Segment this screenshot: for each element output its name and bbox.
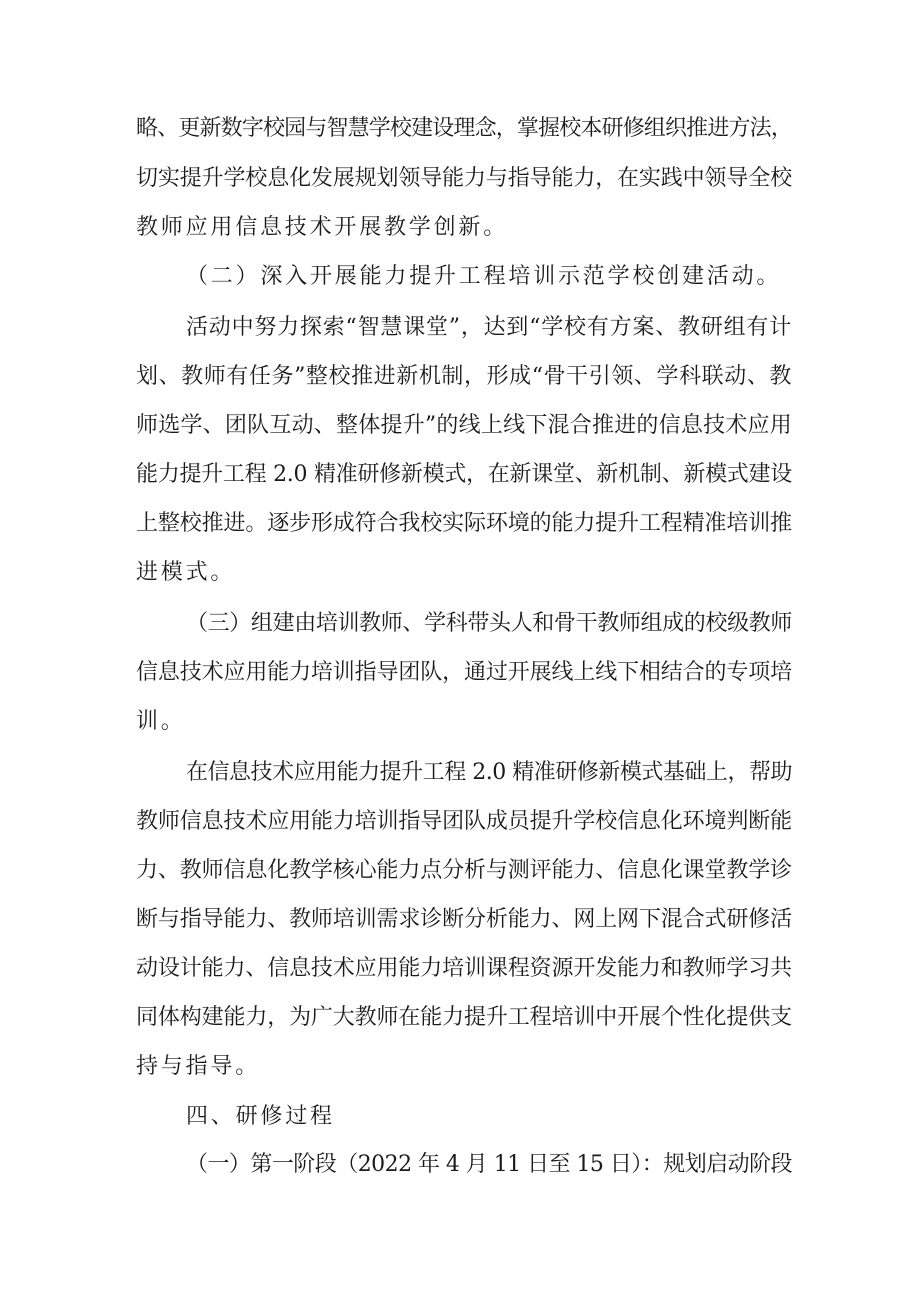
text-line-18 — [0, 946, 920, 992]
text-line-7 — [0, 403, 920, 449]
text-line-9 — [0, 501, 920, 547]
line-text: 力、教师信息化教学核心能力点分析与测评能力、信息化课堂教学诊 — [136, 858, 792, 883]
line-text: 略、更新数字校园与智慧学校建设理念，掌握校本研修组织推进方法， — [136, 116, 792, 141]
section-heading-four — [0, 1094, 920, 1140]
line-text: （一）第一阶段（2022 年 4 月 11 日至 15 日）：规划启动阶段 — [186, 1152, 792, 1177]
line-text: （三）组建由培训教师、学科带头人和骨干教师组成的校级教师 — [186, 611, 792, 636]
line-text: 教师应用信息技术开展教学创新。 — [136, 215, 509, 240]
text-line-16 — [0, 848, 920, 894]
text-line-15 — [0, 799, 920, 845]
text-line-17 — [0, 897, 920, 943]
line-text: 在信息技术应用能力提升工程 2.0 精准研修新模式基础上，帮助 — [186, 760, 792, 785]
line-text: 能力提升工程 2.0 精准研修新模式，在新课堂、新机制、新模式建设 — [136, 462, 792, 487]
text-line-6 — [0, 354, 920, 400]
line-text: 动设计能力、信息技术应用能力培训课程资源开发能力和教师学习共 — [136, 956, 792, 981]
text-line-12 — [0, 650, 920, 696]
line-text: 持与指导。 — [136, 1054, 261, 1079]
text-line-5 — [0, 305, 920, 351]
text-line-14 — [0, 750, 920, 796]
line-text: 训。 — [136, 709, 186, 734]
line-text: （二）深入开展能力提升工程培训示范学校创建活动。 — [186, 264, 782, 289]
line-text: 断与指导能力、教师培训需求诊断分析能力、网上网下混合式研修活 — [136, 907, 792, 932]
line-text: 活动中努力探索“智慧课堂”，达到“学校有方案、教研组有计 — [186, 315, 792, 340]
line-text: 四、研修过程 — [186, 1104, 335, 1129]
line-text: 教师信息技术应用能力培训指导团队成员提升学校信息化环境判断能 — [136, 809, 792, 834]
section-heading-2 — [0, 254, 920, 300]
line-text: 信息技术应用能力培训指导团队，通过开展线上线下相结合的专项培 — [136, 660, 792, 685]
line-text: 师选学、团队互动、整体提升”的线上线下混合推进的信息技术应用 — [136, 413, 792, 438]
line-text: 划、教师有任务”整校推进新机制，形成“骨干引领、学科联动、教 — [136, 364, 792, 389]
line-text: 同体构建能力，为广大教师在能力提升工程培训中开展个性化提供支 — [136, 1005, 792, 1030]
text-line-10 — [0, 550, 920, 596]
line-text: 切实提升学校息化发展规划领导能力与指导能力，在实践中领导全校 — [136, 166, 792, 191]
section-heading-3 — [0, 601, 920, 647]
text-line-13 — [0, 699, 920, 745]
text-line-19 — [0, 995, 920, 1041]
line-text: 进模式。 — [136, 560, 236, 585]
stage-heading-1 — [0, 1142, 920, 1188]
text-line-1 — [0, 106, 920, 152]
line-text: 上整校推进。逐步形成符合我校实际环境的能力提升工程精准培训推 — [136, 511, 792, 536]
text-line-8 — [0, 452, 920, 498]
text-line-2 — [0, 156, 920, 202]
text-line-3 — [0, 205, 920, 251]
text-line-20 — [0, 1044, 920, 1090]
